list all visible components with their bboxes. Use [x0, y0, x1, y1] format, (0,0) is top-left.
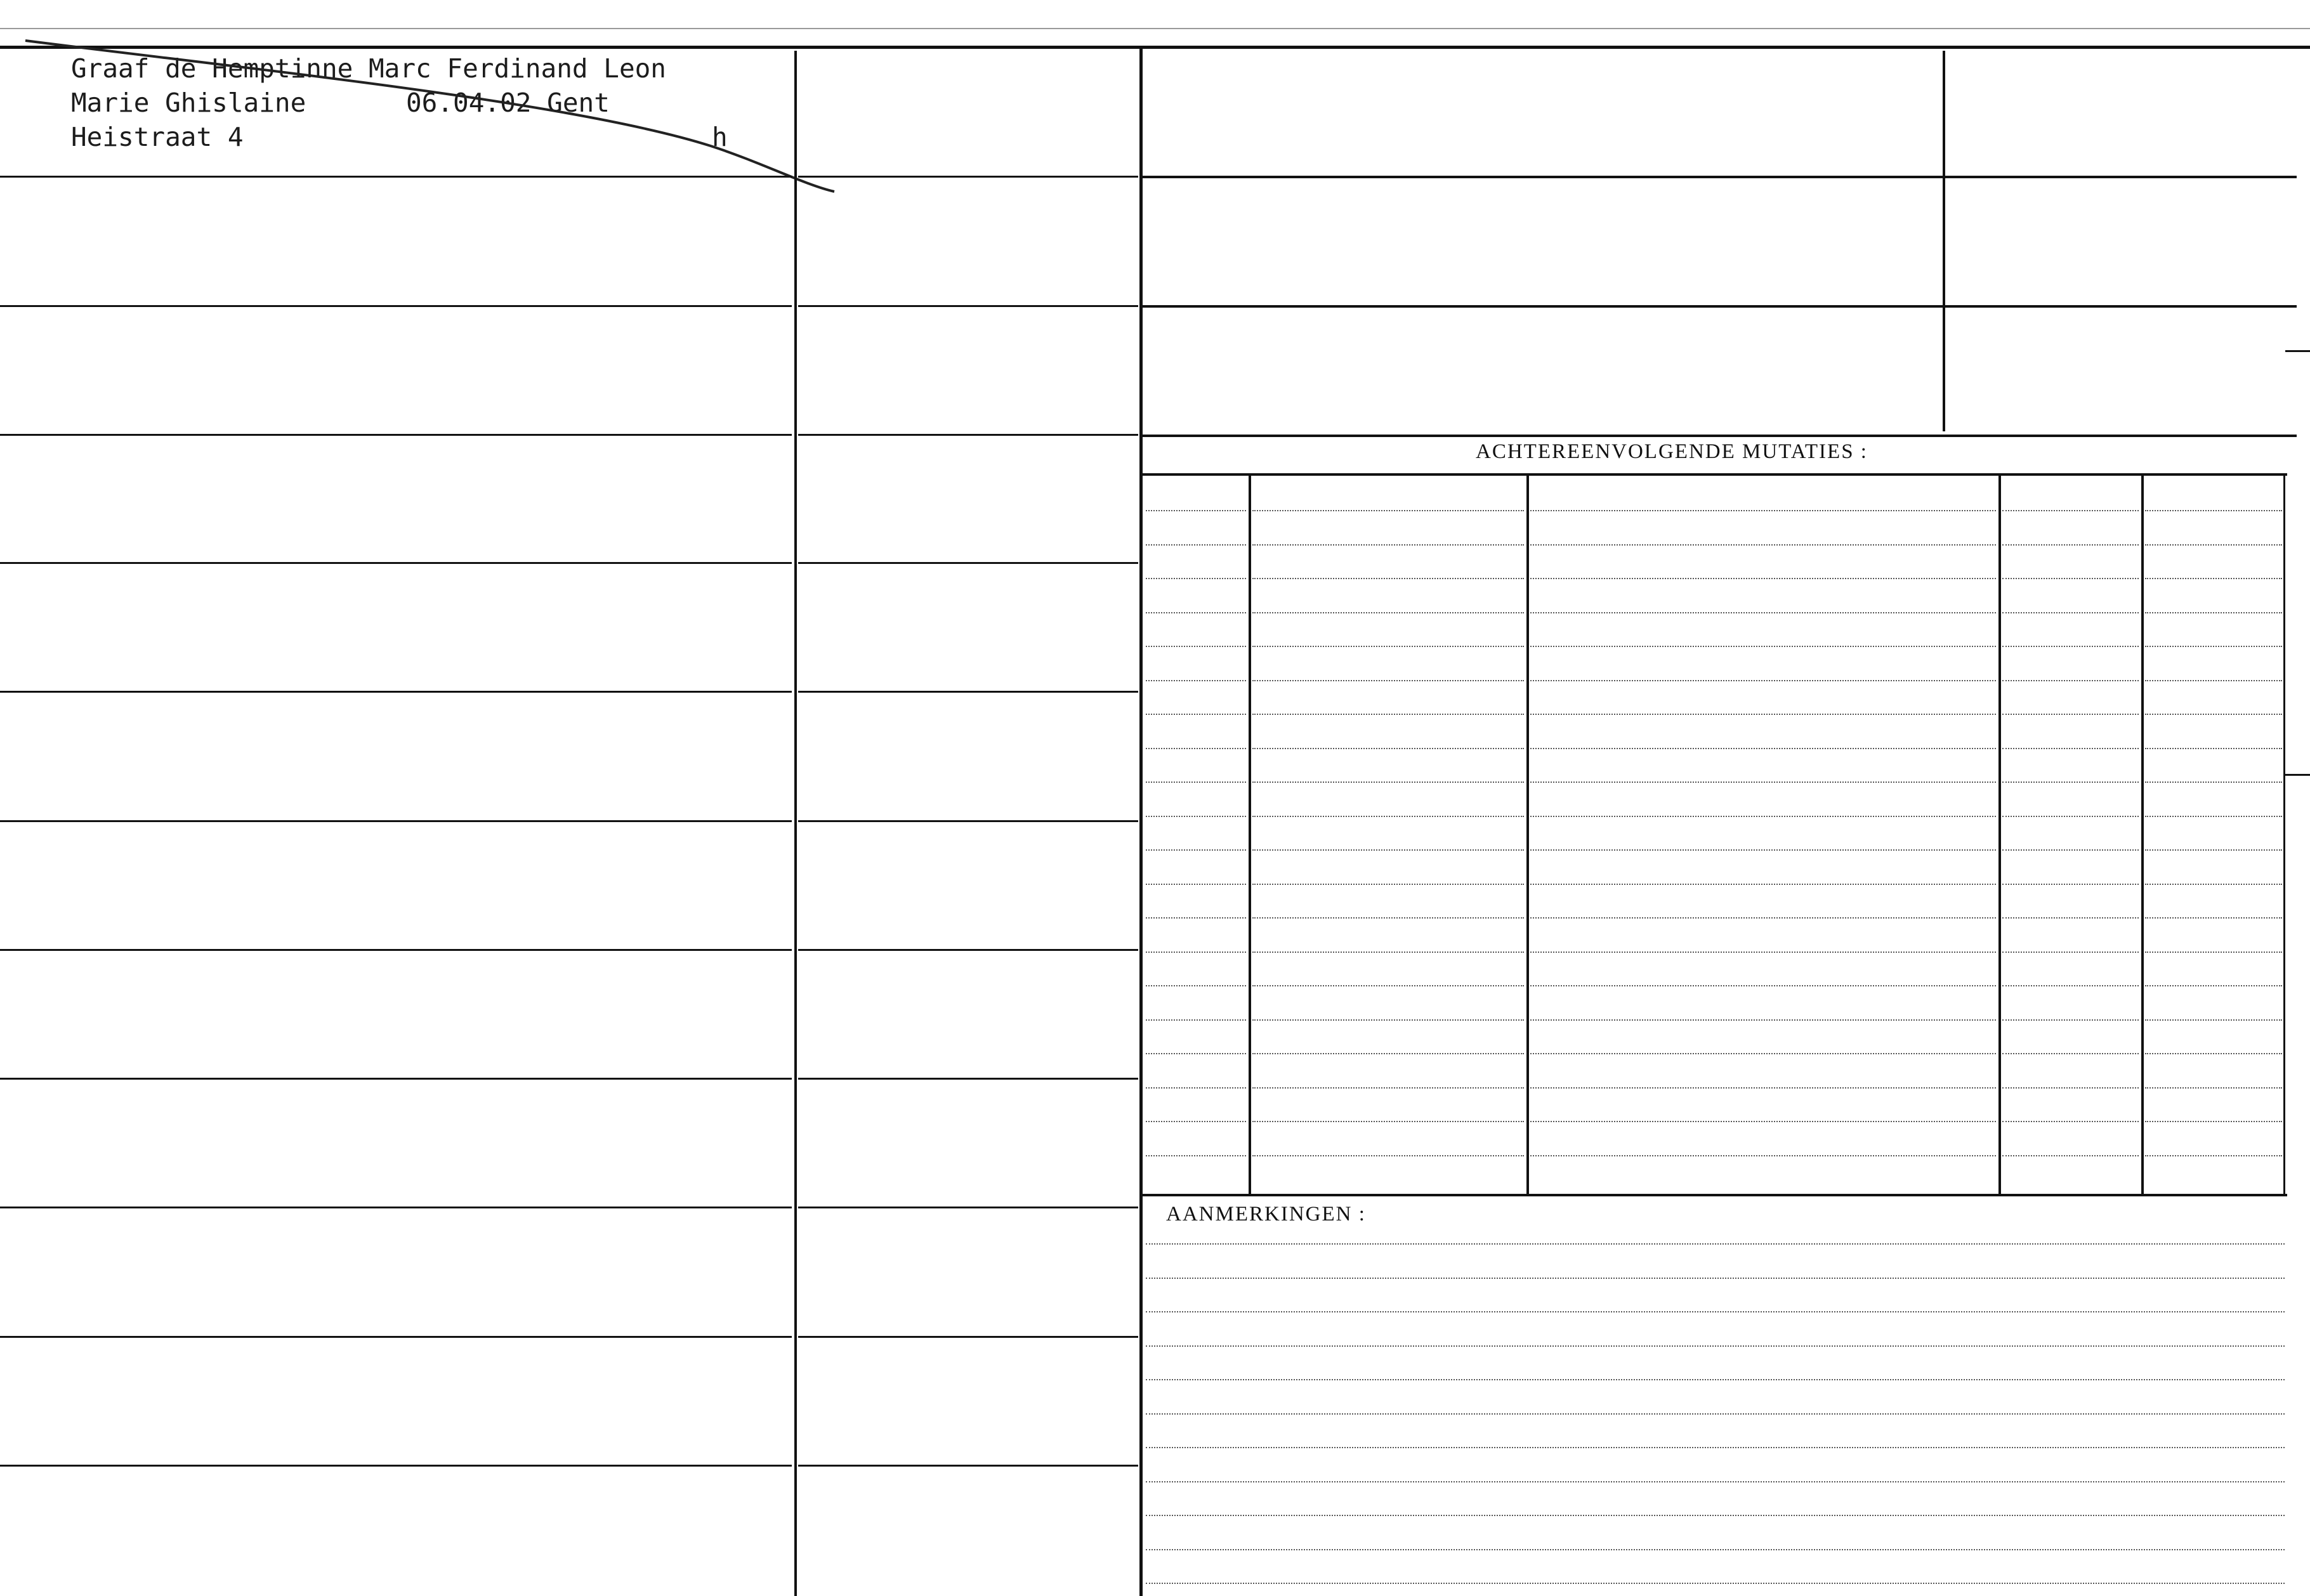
- mutation-row-line: [2002, 578, 2139, 579]
- mutation-row-line: [1252, 1053, 1524, 1054]
- mutation-row-line: [1252, 714, 1524, 715]
- left-row-line: [0, 434, 792, 436]
- mutation-row-line: [1530, 680, 1996, 681]
- mutation-row-line: [2145, 510, 2282, 511]
- mutation-row-line: [2145, 1087, 2282, 1089]
- mutation-row-line: [1146, 714, 1246, 715]
- mutation-row-line: [1530, 782, 1996, 783]
- mutation-row-line: [1530, 1155, 1996, 1156]
- remark-line: [1146, 1515, 2285, 1516]
- middle-row-line: [798, 305, 1138, 307]
- mutation-row-line: [2145, 680, 2282, 681]
- mutation-row-line: [1146, 1053, 1246, 1054]
- mutation-row-line: [2145, 985, 2282, 986]
- mutation-row-line: [1146, 1155, 1246, 1156]
- middle-row-line: [798, 1207, 1138, 1208]
- remark-line: [1146, 1311, 2285, 1312]
- mutation-row-line: [1146, 578, 1246, 579]
- mutations-right-border: [2283, 476, 2285, 1194]
- left-row-line: [0, 1207, 792, 1208]
- left-row-line: [0, 949, 792, 951]
- mutation-row-line: [2145, 578, 2282, 579]
- mutations-col-divider-4: [2141, 476, 2144, 1194]
- mutation-row-line: [1530, 510, 1996, 511]
- mutation-row-line: [1252, 578, 1524, 579]
- mutation-row-line: [2145, 884, 2282, 885]
- mutation-row-line: [1252, 985, 1524, 986]
- mutation-row-line: [2002, 680, 2139, 681]
- remark-line: [1146, 1413, 2285, 1415]
- middle-row-line: [798, 1336, 1138, 1338]
- mutation-row-line: [1530, 816, 1996, 817]
- margin-tick-2: [2285, 774, 2310, 776]
- margin-tick-1: [2285, 350, 2310, 352]
- right-top-row-line-3: [1142, 435, 2297, 437]
- mutation-row-line: [1146, 884, 1246, 885]
- mutation-row-line: [1252, 782, 1524, 783]
- remark-line: [1146, 1379, 2285, 1380]
- left-row-line: [0, 305, 792, 307]
- mutation-row-line: [1530, 714, 1996, 715]
- mutation-row-line: [1252, 1121, 1524, 1122]
- mutation-row-line: [2002, 748, 2139, 749]
- mutation-row-line: [1146, 612, 1246, 613]
- mutation-row-line: [2145, 748, 2282, 749]
- mutation-row-line: [2145, 849, 2282, 851]
- mutation-row-line: [2002, 816, 2139, 817]
- middle-row-line: [798, 1078, 1138, 1080]
- mutation-row-line: [2002, 1019, 2139, 1021]
- mutation-row-line: [2002, 510, 2139, 511]
- mutation-row-line: [1252, 748, 1524, 749]
- record-address: Heistraat 4: [71, 122, 244, 152]
- left-column-divider: [794, 51, 797, 1596]
- remarks-header: AANMERKINGEN :: [1166, 1203, 1366, 1226]
- mutation-row-line: [1146, 917, 1246, 919]
- mutation-row-line: [1146, 1087, 1246, 1089]
- middle-row-line: [798, 820, 1138, 822]
- mutation-row-line: [2002, 612, 2139, 613]
- remark-line: [1146, 1345, 2285, 1347]
- right-top-row-line-2: [1142, 305, 2297, 308]
- mutation-row-line: [2145, 646, 2282, 647]
- mutation-row-line: [1252, 884, 1524, 885]
- middle-row-line: [798, 176, 1138, 178]
- mutation-row-line: [2145, 917, 2282, 919]
- mutation-row-line: [1530, 884, 1996, 885]
- mutation-row-line: [1530, 748, 1996, 749]
- remark-line: [1146, 1278, 2285, 1279]
- mutation-row-line: [1252, 952, 1524, 953]
- mutation-row-line: [1252, 1019, 1524, 1021]
- mutation-row-line: [2002, 714, 2139, 715]
- middle-row-line: [798, 562, 1138, 564]
- mutation-row-line: [1530, 849, 1996, 851]
- mutation-row-line: [2145, 714, 2282, 715]
- record-mark: h: [712, 122, 728, 152]
- right-top-divider: [1943, 51, 1945, 431]
- mutation-row-line: [1252, 816, 1524, 817]
- mutation-row-line: [2002, 1155, 2139, 1156]
- mutation-row-line: [1530, 578, 1996, 579]
- remark-line: [1146, 1481, 2285, 1482]
- remark-line: [1146, 1243, 2285, 1245]
- mutation-row-line: [2145, 1155, 2282, 1156]
- mutation-row-line: [2002, 952, 2139, 953]
- mutation-row-line: [2002, 917, 2139, 919]
- mutation-row-line: [1252, 544, 1524, 546]
- mutation-row-line: [1252, 680, 1524, 681]
- mutation-row-line: [1252, 612, 1524, 613]
- mutation-row-line: [2002, 1053, 2139, 1054]
- record-name-continued: Marie Ghislaine: [71, 88, 306, 118]
- mutation-row-line: [1530, 985, 1996, 986]
- center-column-divider: [1139, 48, 1143, 1596]
- mutation-row-line: [1530, 1087, 1996, 1089]
- mutations-table-top-line: [1142, 473, 2287, 476]
- mutation-row-line: [1146, 1019, 1246, 1021]
- mutation-row-line: [1146, 748, 1246, 749]
- record-name-line: Graaf de Hemptinne Marc Ferdinand Leon: [71, 53, 666, 84]
- middle-row-line: [798, 949, 1138, 951]
- mutations-col-divider-1: [1249, 476, 1251, 1194]
- mutation-row-line: [2145, 1053, 2282, 1054]
- mutation-row-line: [1146, 1121, 1246, 1122]
- mutation-row-line: [1530, 1121, 1996, 1122]
- mutation-row-line: [2145, 1019, 2282, 1021]
- mutation-row-line: [1252, 917, 1524, 919]
- mutation-row-line: [2002, 884, 2139, 885]
- mutations-col-divider-2: [1526, 476, 1529, 1194]
- mutation-row-line: [2002, 544, 2139, 546]
- mutation-row-line: [1146, 816, 1246, 817]
- mutation-row-line: [1530, 1019, 1996, 1021]
- mutation-row-line: [1146, 952, 1246, 953]
- mutation-row-line: [2145, 952, 2282, 953]
- remark-line: [1146, 1447, 2285, 1448]
- mutation-row-line: [1252, 849, 1524, 851]
- left-row-line: [0, 1465, 792, 1467]
- middle-row-line: [798, 691, 1138, 693]
- mutation-row-line: [2145, 816, 2282, 817]
- mutation-row-line: [1530, 544, 1996, 546]
- mutation-row-line: [2002, 646, 2139, 647]
- mutation-row-line: [1530, 646, 1996, 647]
- mutation-row-line: [2145, 544, 2282, 546]
- left-row-line: [0, 1336, 792, 1338]
- mutation-row-line: [1146, 985, 1246, 986]
- mutation-row-line: [1530, 952, 1996, 953]
- mutation-row-line: [1146, 544, 1246, 546]
- left-row-line: [0, 691, 792, 693]
- record-birth-date-place: 06.04.02 Gent: [406, 88, 610, 118]
- mutation-row-line: [1530, 1053, 1996, 1054]
- middle-row-line: [798, 434, 1138, 436]
- mutation-row-line: [2145, 612, 2282, 613]
- mutation-row-line: [1146, 680, 1246, 681]
- remark-line: [1146, 1549, 2285, 1550]
- mutation-row-line: [1146, 849, 1246, 851]
- mutation-row-line: [1252, 510, 1524, 511]
- left-row-line: [0, 176, 792, 178]
- middle-row-line: [798, 1465, 1138, 1467]
- mutation-row-line: [2145, 1121, 2282, 1122]
- mutation-row-line: [1146, 782, 1246, 783]
- left-row-line: [0, 820, 792, 822]
- mutation-row-line: [2002, 849, 2139, 851]
- left-row-line: [0, 1078, 792, 1080]
- mutation-row-line: [1530, 917, 1996, 919]
- mutation-row-line: [1252, 1155, 1524, 1156]
- mutation-row-line: [2002, 985, 2139, 986]
- mutation-row-line: [1252, 1087, 1524, 1089]
- left-row-line: [0, 562, 792, 564]
- mutations-header: ACHTEREENVOLGENDE MUTATIES :: [1476, 440, 1868, 463]
- mutation-row-line: [1252, 646, 1524, 647]
- mutation-row-line: [2002, 782, 2139, 783]
- mutation-row-line: [2002, 1121, 2139, 1122]
- mutation-row-line: [1530, 612, 1996, 613]
- mutation-row-line: [2145, 782, 2282, 783]
- right-top-row-line-1: [1142, 176, 2297, 178]
- remark-line: [1146, 1583, 2285, 1584]
- mutations-col-divider-3: [1998, 476, 2001, 1194]
- mutation-row-line: [1146, 646, 1246, 647]
- mutation-row-line: [2002, 1087, 2139, 1089]
- mutations-table-bottom-line: [1142, 1194, 2287, 1196]
- mutation-row-line: [1146, 510, 1246, 511]
